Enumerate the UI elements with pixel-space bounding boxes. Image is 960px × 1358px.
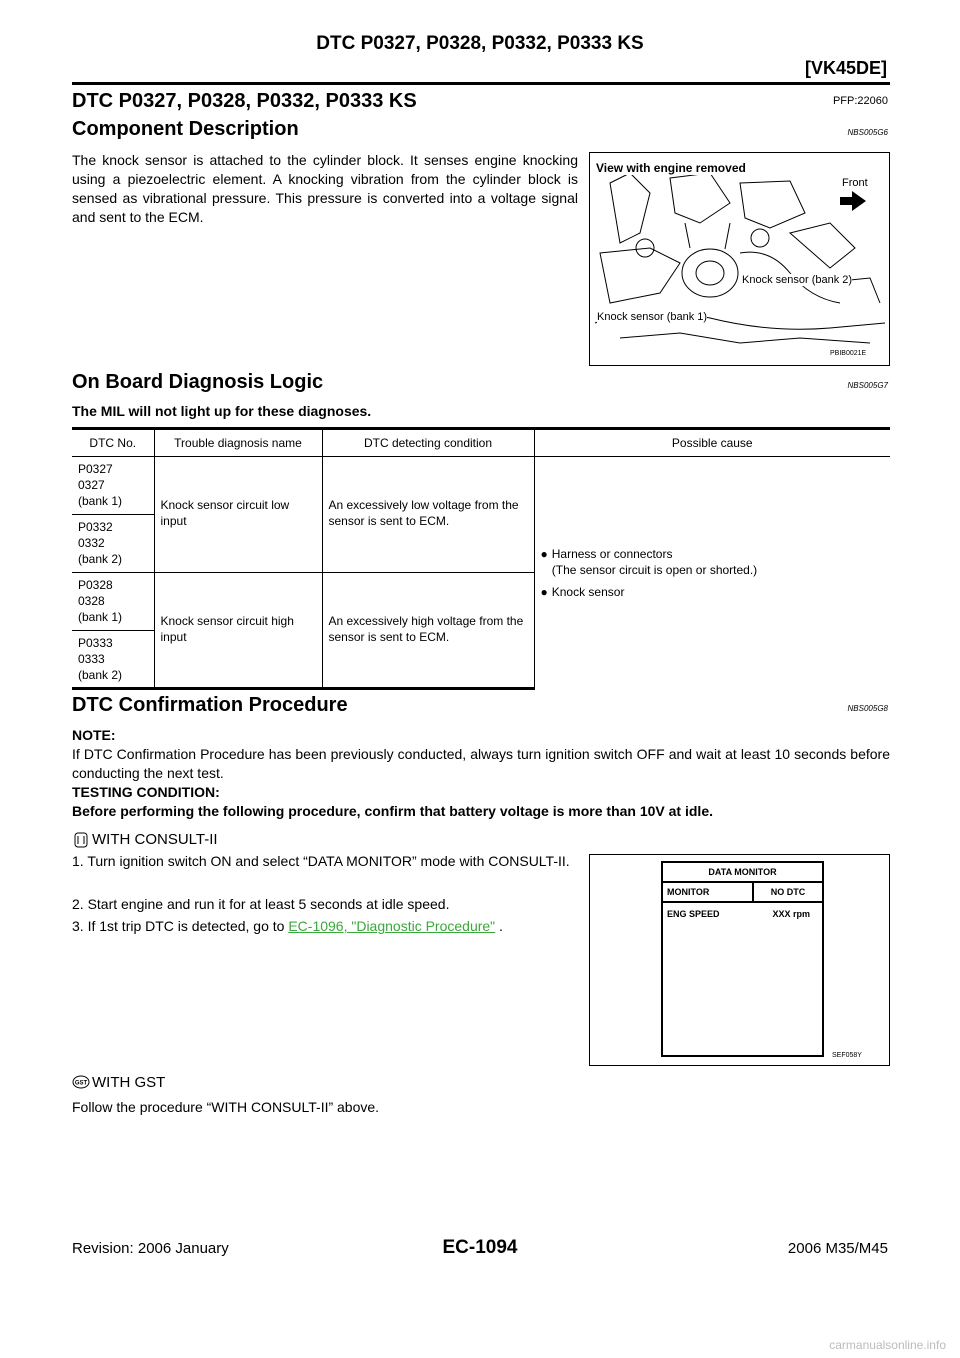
diagnostic-procedure-link[interactable]: EC-1096, "Diagnostic Procedure" (288, 918, 496, 934)
testing-text: Before performing the following procedure, confirm that battery voltage is more than 10V at idle. (72, 803, 713, 819)
dtc-cell: P0328 0328 (bank 1) (72, 573, 154, 631)
page-number: EC-1094 (442, 1237, 518, 1258)
section-title: DTC P0327, P0328, P0332, P0333 KS (72, 90, 417, 112)
dtc-cell: P0332 0332 (bank 2) (72, 515, 154, 573)
dtc-cell: P0327 0327 (bank 1) (78, 462, 123, 508)
note-label: NOTE: (72, 727, 116, 743)
table-header-row (72, 429, 890, 457)
col-dtc-no: DTC No. (72, 429, 154, 457)
revision: Revision: 2006 January (72, 1240, 229, 1257)
gst-text: Follow the procedure “WITH CONSULT-II” above. (72, 1099, 380, 1115)
pfp-code: PFP:22060 (832, 95, 888, 107)
high-input-name: Knock sensor circuit high input (154, 573, 322, 689)
eng-speed-value: XXX rpm (772, 909, 810, 919)
cause-item: ● Knock sensor (540, 584, 625, 599)
watermark: carmanualsonline.info (829, 1338, 946, 1352)
component-ref: NBS005G6 (847, 128, 888, 137)
monitor-label: MONITOR (667, 887, 710, 897)
confirm-heading: DTC Confirmation Procedure (72, 694, 348, 716)
figure-code: PBIB0021E (830, 350, 867, 357)
data-monitor-figure (589, 854, 890, 1066)
component-text: The knock sensor is attached to the cylinder block. It senses engine knocking using a piezoelectric element. A knocking vibration from the cylinder block is sensed as vibrational pressure. This pressure is converted into a voltage signal and sent to the ECM. (72, 152, 578, 225)
testing-label: TESTING CONDITION: (72, 784, 220, 800)
bullet-icon: ● (540, 546, 548, 561)
gst-icon (72, 1075, 90, 1094)
low-input-name: Knock sensor circuit low input (154, 457, 322, 573)
obd-ref: NBS005G7 (847, 381, 888, 390)
gst-label: WITH GST (92, 1074, 166, 1091)
figure-bank1-label: Knock sensor (bank 1) (597, 311, 708, 323)
component-heading: Component Description (72, 118, 299, 140)
header-title: DTC P0327, P0328, P0332, P0333 KS (316, 33, 644, 54)
note-text: If DTC Confirmation Procedure has been previously conducted, always turn ignition switch OFF and wait at least 10 seconds before conducting the next test. (72, 746, 890, 781)
monitor-title: DATA MONITOR (663, 863, 822, 883)
cause-item: ● Harness or connectors (The sensor circuit is open or shorted.) (540, 546, 758, 577)
svg-text:GST: GST (74, 1080, 88, 1087)
footer-model: 2006 M35/M45 (787, 1240, 888, 1257)
header-model: [VK45DE] (804, 58, 887, 78)
confirm-ref: NBS005G8 (847, 704, 888, 713)
knock-sensor-figure (589, 152, 890, 366)
monitor-screen (661, 861, 824, 1057)
obd-heading: On Board Diagnosis Logic (72, 371, 324, 393)
low-input-condition: An excessively low voltage from the sensor is sent to ECM. (322, 457, 534, 573)
step-3: 3. If 1st trip DTC is detected, go to EC-1096, "Diagnostic Procedure" . (72, 918, 503, 934)
obd-note: The MIL will not light up for these diagnoses. (72, 403, 372, 419)
consult-icon (74, 832, 88, 853)
high-input-condition: An excessively high voltage from the sensor is sent to ECM. (322, 573, 534, 689)
no-dtc-label: NO DTC (752, 883, 822, 901)
figure-caption: View with engine removed (596, 161, 746, 175)
dtc-cell: P0333 0333 (bank 2) (72, 631, 154, 689)
possible-cause-cell (534, 457, 890, 689)
step-1: 1. Turn ignition switch ON and select “DATA MONITOR” mode with CONSULT-II. (72, 853, 570, 869)
col-trouble-name: Trouble diagnosis name (154, 429, 322, 457)
step-2: 2. Start engine and run it for at least 5 seconds at idle speed. (72, 896, 450, 912)
table-row (72, 457, 890, 515)
figure-bank2-label: Knock sensor (bank 2) (742, 274, 853, 286)
diagnosis-table (72, 427, 890, 690)
header-rule (72, 82, 890, 85)
col-possible-cause: Possible cause (534, 429, 890, 457)
col-detecting-condition: DTC detecting condition (322, 429, 534, 457)
eng-speed-label: ENG SPEED (667, 909, 720, 919)
consult-label: WITH CONSULT-II (92, 831, 218, 848)
bullet-icon: ● (540, 584, 548, 599)
figure-front-label: Front (842, 177, 868, 189)
monitor-figure-code: SEF058Y (832, 1052, 862, 1059)
